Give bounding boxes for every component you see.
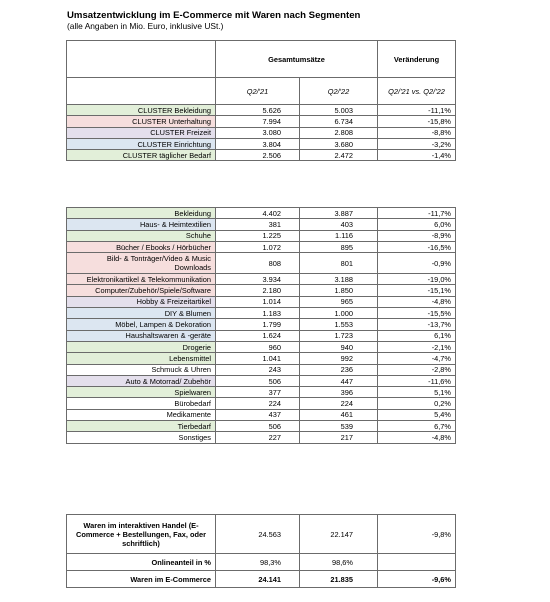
row-label: Spielwaren (67, 387, 216, 398)
row-label: Möbel, Lampen & Dekoration (67, 319, 216, 330)
value-q2-21: 1.041 (216, 353, 300, 364)
value-q2-22: 396 (300, 387, 378, 398)
header-empty-cell (67, 41, 216, 78)
value-q2-22: 217 (300, 432, 378, 443)
value-change: -1,4% (378, 150, 456, 161)
segments-row (67, 398, 456, 409)
value-q2-22: 2.808 (300, 127, 378, 138)
row-label: Bücher / Ebooks / Hörbücher (67, 241, 216, 252)
row-label: Bürobedarf (67, 398, 216, 409)
clusters-row (67, 127, 456, 138)
row-label: Haus- & Heimtextilien (67, 219, 216, 230)
value-q2-22: 1.850 (300, 285, 378, 296)
value-q2-22: 5.003 (300, 105, 378, 116)
row-label: Waren im E-Commerce (67, 571, 216, 588)
value-change: -11,1% (378, 105, 456, 116)
row-label: Waren im interaktiven Handel (E-Commerce + Bestellungen, Fax, oder schriftlich) (67, 515, 216, 554)
value-q2-22: 992 (300, 353, 378, 364)
header-veraenderung: Veränderung (378, 41, 456, 78)
value-q2-22: 447 (300, 375, 378, 386)
value-q2-22: 403 (300, 219, 378, 230)
segments-row (67, 230, 456, 241)
value-q2-22: 22.147 (300, 515, 378, 554)
value-q2-21: 1.072 (216, 241, 300, 252)
value-change: -4,8% (378, 296, 456, 307)
value-q2-22: 940 (300, 341, 378, 352)
row-label: Medikamente (67, 409, 216, 420)
value-q2-21: 506 (216, 375, 300, 386)
value-change: -15,1% (378, 285, 456, 296)
header-gesamtumsaetze: Gesamtumsätze (216, 41, 378, 78)
value-change: -11,7% (378, 208, 456, 219)
segments-row (67, 308, 456, 319)
totals-row-onlineanteil (67, 554, 456, 571)
segments-row (67, 341, 456, 352)
page-subtitle: (alle Angaben in Mio. Euro, inklusive USt.) (67, 21, 224, 31)
row-label: Auto & Motorrad/ Zubehör (67, 375, 216, 386)
segments-row (67, 330, 456, 341)
clusters-row (67, 105, 456, 116)
value-q2-22: 2.472 (300, 150, 378, 161)
header-row-periods (67, 78, 456, 105)
segment-table (66, 207, 456, 444)
segments-row (67, 274, 456, 285)
value-q2-22: 3.188 (300, 274, 378, 285)
value-q2-21: 1.183 (216, 308, 300, 319)
value-q2-22: 461 (300, 409, 378, 420)
row-label: Onlineanteil in % (67, 554, 216, 571)
row-label: Haushaltswaren & -geräte (67, 330, 216, 341)
row-label: Bekleidung (67, 208, 216, 219)
value-change: -9,8% (378, 515, 456, 554)
value-q2-21: 227 (216, 432, 300, 443)
value-change: -2,1% (378, 341, 456, 352)
value-change: -16,5% (378, 241, 456, 252)
segments-row (67, 285, 456, 296)
value-q2-21: 506 (216, 421, 300, 432)
header-q2-22: Q2/'22 (300, 78, 378, 105)
value-q2-22: 1.723 (300, 330, 378, 341)
value-q2-21: 1.014 (216, 296, 300, 307)
row-label: CLUSTER Freizeit (67, 127, 216, 138)
value-q2-21: 808 (216, 253, 300, 274)
value-q2-21: 3.804 (216, 138, 300, 149)
value-change: -11,6% (378, 375, 456, 386)
value-change: -15,5% (378, 308, 456, 319)
value-q2-21: 243 (216, 364, 300, 375)
value-q2-22: 98,6% (300, 554, 378, 571)
row-label: Drogerie (67, 341, 216, 352)
value-change: -3,2% (378, 138, 456, 149)
page-title: Umsatzentwicklung im E-Commerce mit Waren nach Segmenten (67, 10, 361, 21)
row-label: DIY & Blumen (67, 308, 216, 319)
segments-row (67, 387, 456, 398)
value-q2-22: 21.835 (300, 571, 378, 588)
row-label: CLUSTER Unterhaltung (67, 116, 216, 127)
value-q2-21: 1.624 (216, 330, 300, 341)
value-q2-21: 3.934 (216, 274, 300, 285)
value-change: -2,8% (378, 364, 456, 375)
value-change: -15,8% (378, 116, 456, 127)
segments-row (67, 409, 456, 420)
value-q2-21: 377 (216, 387, 300, 398)
value-change: -4,7% (378, 353, 456, 364)
clusters-row (67, 150, 456, 161)
value-q2-21: 98,3% (216, 554, 300, 571)
value-q2-21: 2.180 (216, 285, 300, 296)
value-q2-21: 1.225 (216, 230, 300, 241)
row-label: Schuhe (67, 230, 216, 241)
value-q2-22: 3.680 (300, 138, 378, 149)
segments-row (67, 208, 456, 219)
segments-row (67, 296, 456, 307)
segments-row (67, 319, 456, 330)
row-label: Schmuck & Uhren (67, 364, 216, 375)
value-q2-22: 801 (300, 253, 378, 274)
value-q2-22: 539 (300, 421, 378, 432)
value-change: -9,6% (378, 571, 456, 588)
header-q2-21: Q2/'21 (216, 78, 300, 105)
header-empty-cell (67, 78, 216, 105)
row-label: CLUSTER Einrichtung (67, 138, 216, 149)
totals-row-interaktiv (67, 515, 456, 554)
value-change: 5,1% (378, 387, 456, 398)
segments-row (67, 253, 456, 274)
value-q2-22: 1.553 (300, 319, 378, 330)
header-row-top (67, 41, 456, 78)
value-q2-22: 236 (300, 364, 378, 375)
value-change: 5,4% (378, 409, 456, 420)
row-label: CLUSTER täglicher Bedarf (67, 150, 216, 161)
value-q2-21: 24.563 (216, 515, 300, 554)
value-change: 6,1% (378, 330, 456, 341)
value-change: 6,7% (378, 421, 456, 432)
value-change: -0,9% (378, 253, 456, 274)
value-q2-22: 1.116 (300, 230, 378, 241)
value-q2-21: 2.506 (216, 150, 300, 161)
header-change: Q2/'21 vs. Q2/'22 (378, 78, 456, 105)
value-change: -19,0% (378, 274, 456, 285)
value-q2-21: 1.799 (216, 319, 300, 330)
value-q2-22: 6.734 (300, 116, 378, 127)
value-q2-22: 3.887 (300, 208, 378, 219)
value-q2-21: 381 (216, 219, 300, 230)
value-q2-21: 224 (216, 398, 300, 409)
value-q2-21: 5.626 (216, 105, 300, 116)
clusters-row (67, 138, 456, 149)
value-q2-21: 4.402 (216, 208, 300, 219)
value-q2-22: 895 (300, 241, 378, 252)
row-label: Lebensmittel (67, 353, 216, 364)
value-q2-21: 3.080 (216, 127, 300, 138)
value-change: -13,7% (378, 319, 456, 330)
value-q2-22: 224 (300, 398, 378, 409)
segments-row (67, 432, 456, 443)
value-q2-21: 24.141 (216, 571, 300, 588)
segments-row (67, 375, 456, 386)
row-label: Bild- & Tonträger/Video & Music Downloads (67, 253, 216, 274)
row-label: Tierbedarf (67, 421, 216, 432)
totals-table (66, 514, 456, 588)
segments-row (67, 241, 456, 252)
row-label: Hobby & Freizeitartikel (67, 296, 216, 307)
segments-row (67, 353, 456, 364)
value-q2-21: 437 (216, 409, 300, 420)
segments-row (67, 421, 456, 432)
value-change: 6,0% (378, 219, 456, 230)
value-change: 0,2% (378, 398, 456, 409)
row-label: CLUSTER Bekleidung (67, 105, 216, 116)
value-change: -8,8% (378, 127, 456, 138)
value-q2-22: 965 (300, 296, 378, 307)
value-change (378, 554, 456, 571)
segments-row (67, 219, 456, 230)
value-q2-21: 960 (216, 341, 300, 352)
row-label: Computer/Zubehör/Spiele/Software (67, 285, 216, 296)
row-label: Sonstiges (67, 432, 216, 443)
segments-row (67, 364, 456, 375)
cluster-table (66, 40, 456, 161)
value-change: -4,8% (378, 432, 456, 443)
row-label: Elektronikartikel & Telekommunikation (67, 274, 216, 285)
clusters-row (67, 116, 456, 127)
value-change: -8,9% (378, 230, 456, 241)
totals-row-ecommerce (67, 571, 456, 588)
value-q2-22: 1.000 (300, 308, 378, 319)
value-q2-21: 7.994 (216, 116, 300, 127)
